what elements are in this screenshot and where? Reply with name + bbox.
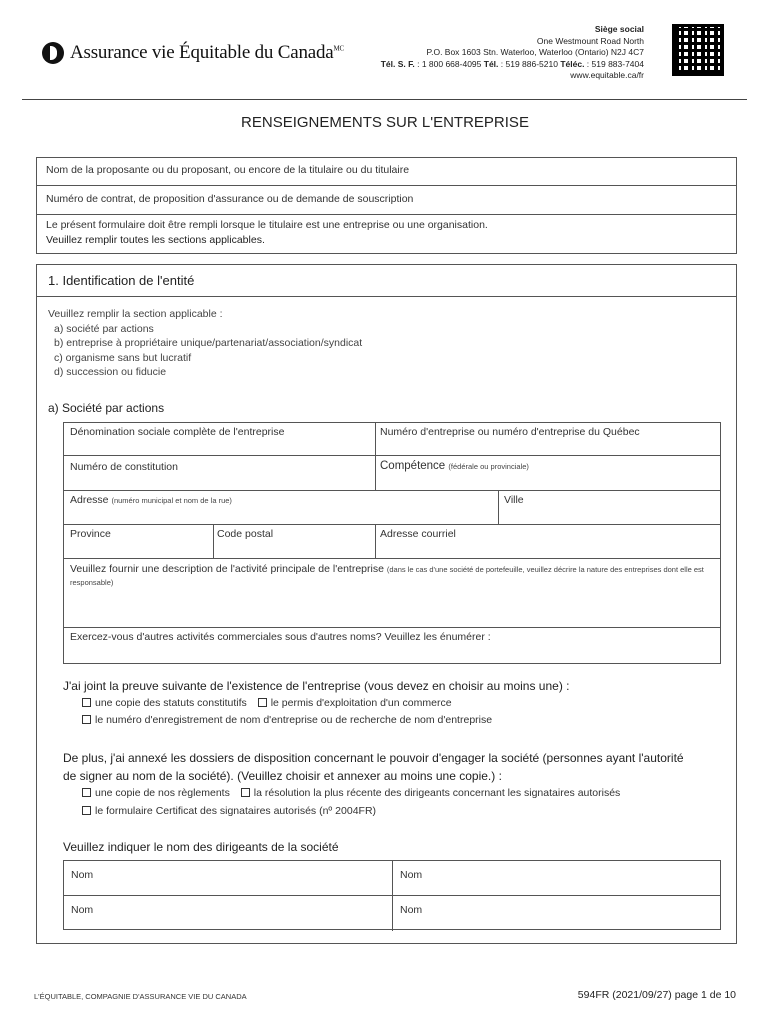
divider	[64, 490, 720, 491]
subsection-a-heading: a) Société par actions	[48, 401, 165, 415]
entity-intro: Veuillez remplir la section applicable :	[48, 308, 223, 320]
divider	[392, 861, 393, 931]
divider	[64, 627, 720, 628]
entity-option: b) entreprise à propriétaire unique/partenariat/association/syndicat	[54, 337, 363, 349]
form-note: Le présent formulaire doit être rempli lorsque le titulaire est une entreprise ou une organisation.	[46, 219, 488, 231]
proof-option-articles[interactable]: une copie des statuts constitutifs	[82, 697, 247, 709]
contract-number-field[interactable]	[37, 186, 736, 213]
address-hint: (numéro municipal et nom de la rue)	[111, 496, 232, 505]
owner-info-box	[36, 157, 737, 254]
checkbox[interactable]	[82, 698, 91, 707]
other-names-field[interactable]: Exercez-vous d'autres activités commerciales sous d'autres noms? Veuillez les énumérer :	[70, 631, 491, 643]
postal-code-field[interactable]: Code postal	[217, 528, 274, 540]
entity-option: a) société par actions	[54, 322, 154, 335]
address-label: Adresse	[70, 494, 109, 506]
checkbox[interactable]	[82, 715, 91, 724]
legal-name-field[interactable]: Dénomination sociale complète de l'entreprise	[70, 426, 285, 438]
section-1-box	[36, 264, 737, 944]
email-field[interactable]: Adresse courriel	[380, 528, 456, 540]
authority-option-resolution[interactable]: la résolution la plus récente des dirigeants concernant les signataires autorisés	[241, 787, 621, 799]
business-number-field[interactable]: Numéro d'entreprise ou numéro d'entreprise du Québec	[380, 426, 640, 438]
officer-name-field[interactable]: Nom	[400, 904, 423, 916]
divider	[37, 296, 736, 297]
owner-name-field[interactable]	[37, 158, 736, 185]
logo-text: Assurance vie Équitable du Canada	[70, 42, 334, 63]
divider	[375, 524, 376, 558]
jurisdiction-label: Compétence	[380, 460, 446, 472]
province-field[interactable]: Province	[70, 528, 111, 540]
footer-company: L'ÉQUITABLE, COMPAGNIE D'ASSURANCE VIE DU CANADA	[34, 992, 247, 1001]
incorporation-number-field[interactable]: Numéro de constitution	[70, 461, 178, 473]
hq-website: www.equitable.ca/fr	[570, 70, 644, 80]
footer-form-page: 594FR (2021/09/27) page 1 de 10	[577, 989, 736, 1001]
checkbox[interactable]	[241, 788, 250, 797]
header-divider	[22, 99, 747, 100]
company-logo	[42, 42, 344, 64]
section-1-heading: 1. Identification de l'entité	[48, 273, 195, 288]
authority-options-row1	[82, 787, 620, 799]
divider	[213, 524, 214, 558]
logo-trademark: MC	[333, 44, 345, 53]
officers-heading: Veuillez indiquer le nom des dirigeants de la société	[63, 840, 339, 854]
jurisdiction-field[interactable]	[380, 460, 529, 472]
divider	[498, 490, 499, 524]
page-title: RENSEIGNEMENTS SUR L'ENTREPRISE	[241, 114, 529, 131]
entity-option: d) succession ou fiducie	[54, 366, 167, 378]
divider	[37, 214, 736, 215]
entity-option: c) organisme sans but lucratif	[54, 351, 192, 364]
proof-option-license[interactable]: le permis d'exploitation d'un commerce	[258, 697, 452, 709]
form-instruction: Veuillez remplir toutes les sections applicables.	[46, 234, 265, 246]
hq-line2: P.O. Box 1603 Stn. Waterloo, Waterloo (Ontario) N2J 4C7	[426, 47, 644, 57]
officer-name-field[interactable]: Nom	[71, 904, 94, 916]
jurisdiction-hint: (fédérale ou provinciale)	[448, 462, 529, 471]
authority-option-certificate[interactable]: le formulaire Certificat des signataires autorisés (nº 2004FR)	[82, 805, 376, 817]
city-field[interactable]: Ville	[504, 494, 524, 506]
activity-label: Veuillez fournir une description de l'activité principale de l'entreprise	[70, 563, 384, 575]
equitable-logo-icon	[42, 42, 64, 64]
divider	[64, 455, 720, 456]
divider	[64, 524, 720, 525]
hq-line1: One Westmount Road North	[536, 35, 644, 46]
officer-name-field[interactable]: Nom	[400, 869, 423, 881]
corporation-fields-grid	[63, 422, 721, 664]
head-office-address	[381, 24, 644, 82]
authority-heading: De plus, j'ai annexé les dossiers de disposition concernant le pouvoir d'engager la société (personnes ayant l'autorité de signer au nom de la société). (Veuillez choisir et annexer au moins une copie.) :	[63, 751, 684, 783]
officer-name-field[interactable]: Nom	[71, 869, 94, 881]
proof-options-row1	[82, 697, 452, 709]
contract-number-label: Numéro de contrat, de proposition d'assurance ou de demande de souscription	[46, 193, 414, 205]
hq-phones: Tél. S. F. : 1 800 668-4095 Tél. : 519 886-5210 Téléc. : 519 883-7404	[380, 58, 644, 69]
owner-name-label: Nom de la proposante ou du proposant, ou encore de la titulaire ou du titulaire	[46, 164, 410, 176]
activity-description-field[interactable]	[70, 563, 710, 589]
divider	[375, 423, 376, 490]
checkbox[interactable]	[82, 806, 91, 815]
checkbox[interactable]	[82, 788, 91, 797]
qr-code-icon	[672, 24, 724, 76]
checkbox[interactable]	[258, 698, 267, 707]
hq-title: Siège social	[594, 24, 644, 34]
proof-heading: J'ai joint la preuve suivante de l'existence de l'entreprise (vous devez en choisir au moins une) :	[63, 679, 570, 693]
proof-option-registration[interactable]: le numéro d'enregistrement de nom d'entreprise ou de recherche de nom d'entreprise	[82, 714, 492, 726]
authority-option-bylaws[interactable]: une copie de nos règlements	[82, 787, 230, 799]
divider	[64, 558, 720, 559]
address-field[interactable]	[70, 494, 232, 506]
entity-type-list	[48, 307, 362, 380]
officers-table	[63, 860, 721, 930]
activity-hint: (dans le cas d'une société de portefeuille, veuillez décrire la nature des entreprises dont elle est responsable)	[70, 565, 704, 587]
